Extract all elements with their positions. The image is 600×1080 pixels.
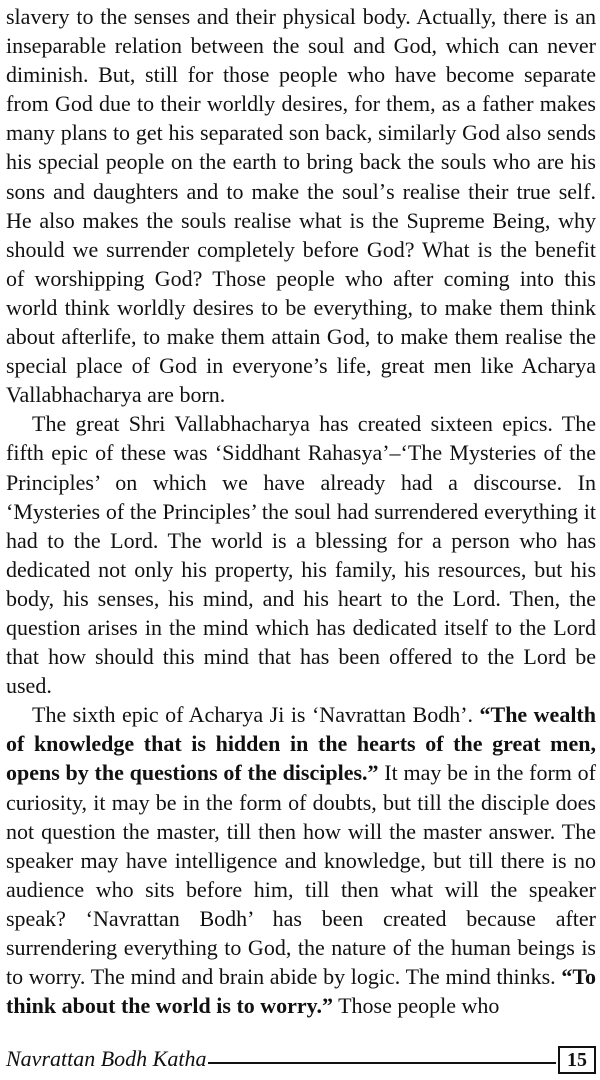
paragraph-text: Those people who xyxy=(332,993,500,1019)
paragraph-text: The sixth epic of Acharya Ji is ‘Navrattan Bodh’. xyxy=(32,702,480,728)
paragraph-continuation xyxy=(6,2,596,409)
paragraph-text: It may be in the form of curiosity, it may be in the form of doubts, but till the disciple does not question the master, till then how will the master answer. The speaker may have intelligence and knowledge, but till there is no audience who sits before him, till then what will the speaker speak? ‘Navrattan Bodh’ has been created because after surrendering everything to God, the nature of the human beings is to worry. The mind and brain abide by logic. The mind thinks. xyxy=(6,760,596,990)
bold-quote-wealth-of-knowledge: “The wealth of knowledge that is hidden in the hearts of the great men, opens by the questions of the disciples.” xyxy=(6,702,596,786)
paragraph-text: slavery to the senses and their physical body. Actually, there is an inseparable relation between the soul and God, which can never diminish. But, still for those people who have become separate from God due to their worldly desires, for them, as a father makes many plans to get his separated son back, similarly God also sends his special people on the earth to bring back the souls who are his sons and daughters and to make the soulʼs realise their true self. He also makes the souls realise what is the Supreme Being, why should we surrender completely before God? What is the benefit of worshipping God? Those people who after coming into this world think worldly desires to be everything, to make them think about afterlife, to make them attain God, to make them realise the special place of God in everyone’s life, great men like Acharya Vallabhacharya are born. xyxy=(6,4,596,408)
footer-rule xyxy=(206,1062,556,1064)
page-number-box: 15 xyxy=(558,1046,596,1074)
page-footer xyxy=(6,1046,596,1076)
paragraph-navrattan-bodh xyxy=(6,700,596,1020)
running-footer-title: Navrattan Bodh Katha xyxy=(6,1046,207,1071)
bold-quote-worry: “To think about the world is to worry.” xyxy=(6,964,596,1019)
page-body-text xyxy=(6,2,596,1020)
paragraph-sixteen-epics xyxy=(6,409,596,700)
paragraph-text: The great Shri Vallabhacharya has created sixteen epics. The fifth epic of these was ‘Siddhant Rahasya’–‘The Mysteries of the Principles’ on which we have already had a discourse. In ‘Mysteries of the Principles’ the soul had surrendered everything it had to the Lord. The world is a blessing for a person who has dedicated not only his property, his family, his resources, but his body, his senses, his mind, and his heart to the Lord. Then, the question arises in the mind which has dedicated itself to the Lord that how should this mind that has been offered to the Lord be used. xyxy=(6,411,596,699)
